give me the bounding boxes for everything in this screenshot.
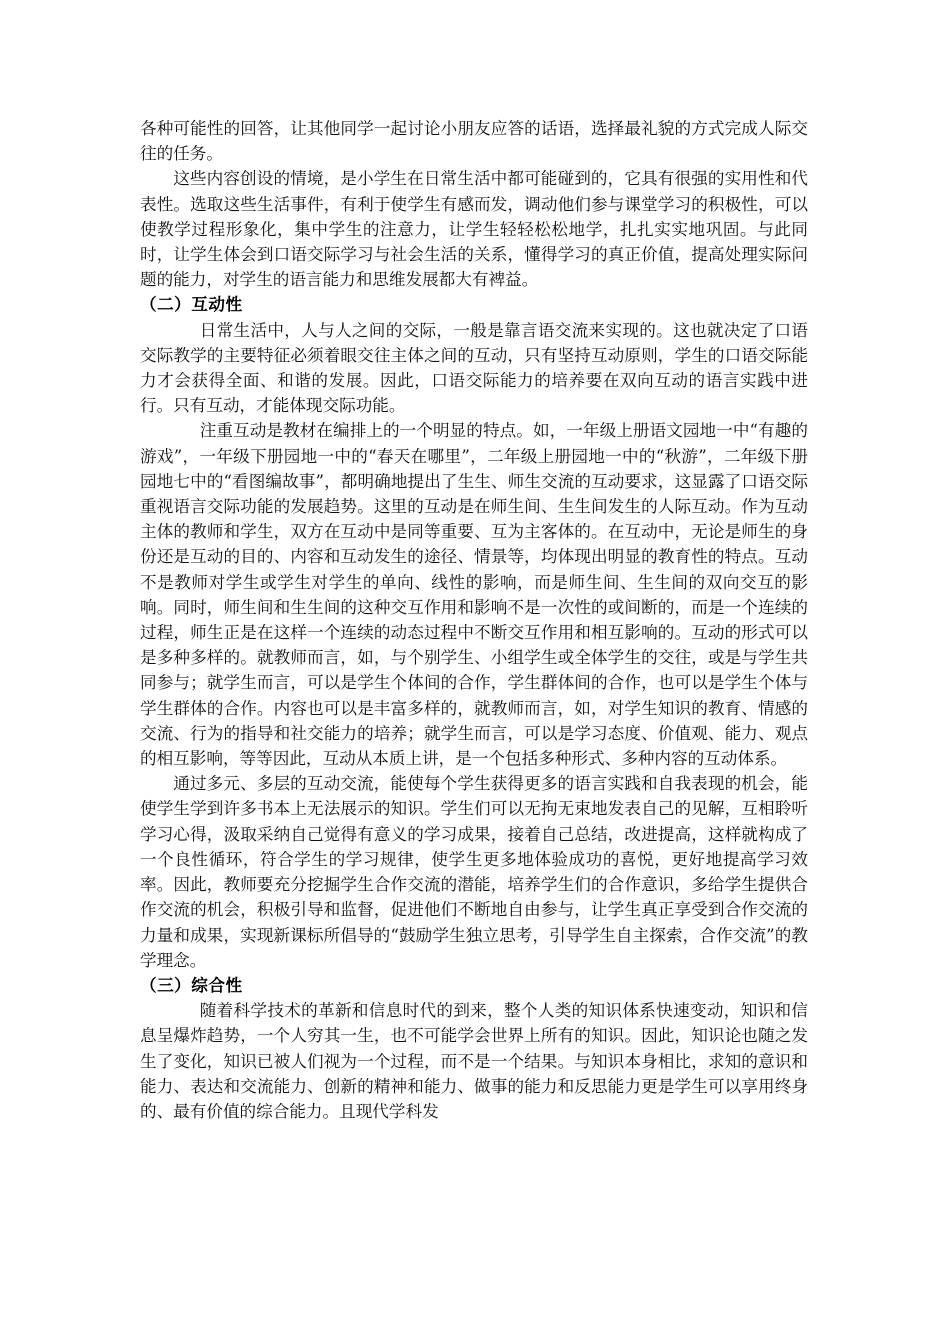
paragraph-situations: 这些内容创设的情境，是小学生在日常生活中都可能碰到的，它具有很强的实用性和代表性。选取这些生活事件，有利于使学生有感而发，调动他们参与课堂学习的积极性，可以使教学过程形象化，集中学生的注意力，让学生轻轻松松地学，扎扎实实地巩固。与此同时，让学生体会到口语交际学习与社会生活的关系，懂得学习的真正价值，提高处理实际问题的能力，对学生的语言能力和思维发展都大有裨益。	[140, 169, 808, 290]
paragraph-interaction-benefits: 通过多元、多层的互动交流，能使每个学生获得更多的语言实践和自我表现的机会，能使学生学到许多书本上无法展示的知识。学生们可以无拘无束地发表自己的见解，互相聆听学习心得，汲取采纳自己觉得有意义的学习成果，接着自己总结，改进提高，这样就构成了一个良性循环，符合学生的学习规律，使学生更多地体验成功的喜悦，更好地提高学习效率。因此，教师要充分挖掘学生合作交流的潜能，培养学生们的合作意识，多给学生提供合作交流的机会，积极引导和监督，促进他们不断地自由参与，让学生真正享受到合作交流的力量和成果，实现新课标所倡导的“鼓励学生独立思考，引导学生自主探索，合作交流”的教学理念。	[140, 774, 808, 970]
section-heading-comprehensiveness: （三）综合性	[140, 975, 243, 995]
paragraph-interaction-intro: 日常生活中，人与人之间的交际，一般是靠言语交流来实现的。这也就决定了口语交际教学的主要特征必须着眼交往主体之间的互动，只有坚持互动原则，学生的口语交际能力才会获得全面、和谐的发展。因此，口语交际能力的培养要在双向互动的语言实践中进行。只有互动，才能体现交际功能。	[140, 320, 808, 416]
document-page	[140, 116, 808, 1124]
section-heading-interactivity: （二）互动性	[140, 295, 243, 315]
paragraph-continuation: 各种可能性的回答，让其他同学一起讨论小朋友应答的话语，选择最礼貌的方式完成人际交往的任务。	[140, 119, 808, 164]
paragraph-comprehensiveness: 随着科学技术的革新和信息时代的到来，整个人类的知识体系快速变动，知识和信息呈爆炸趋势，一个人穷其一生，也不可能学会世界上所有的知识。因此，知识论也随之发生了变化，知识已被人们视为一个过程，而不是一个结果。与知识本身相比，求知的意识和能力、表达和交流能力、创新的精神和能力、做事的能力和反思能力更是学生可以享用终身的、最有价值的综合能力。且现代学科发	[140, 1001, 808, 1121]
paragraph-interaction-textbook: 注重互动是教材在编排上的一个明显的特点。如，一年级上册语文园地一中“有趣的游戏”，一年级下册园地一中的“春天在哪里”，二年级上册园地一中的“秋游”，二年级下册园地七中的“看图编故事”，都明确地提出了生生、师生交流的互动要求，这显露了口语交际重视语言交际功能的发展趋势。这里的互动是在师生间、生生间发生的人际互动。作为互动主体的教师和学生，双方在互动中是同等重要、互为主客体的。在互动中，无论是师生的身份还是互动的目的、内容和互动发生的途径、情景等，均体现出明显的教育性的特点。互动不是教师对学生或学生对学生的单向、线性的影响，而是师生间、生生间的双向交互的影响。同时，师生间和生生间的这种交互作用和影响不是一次性的或间断的，而是一个连续的过程，师生正是在这样一个连续的动态过程中不断交互作用和相互影响的。互动的形式可以是多种多样的。就教师而言，如，与个别学生、小组学生或全体学生的交往，或是与学生共同参与；就学生而言，可以是学生个体间的合作，学生群体间的合作，也可以是学生个体与学生群体的合作。内容也可以是丰富多样的，就教师而言，如，对学生知识的教育、情感的交流、行为的指导和社交能力的培养；就学生而言，可以是学习态度、价值观、能力、观点的相互影响，等等因此，互动从本质上讲，是一个包括多种形式、多种内容的互动体系。	[140, 421, 808, 769]
